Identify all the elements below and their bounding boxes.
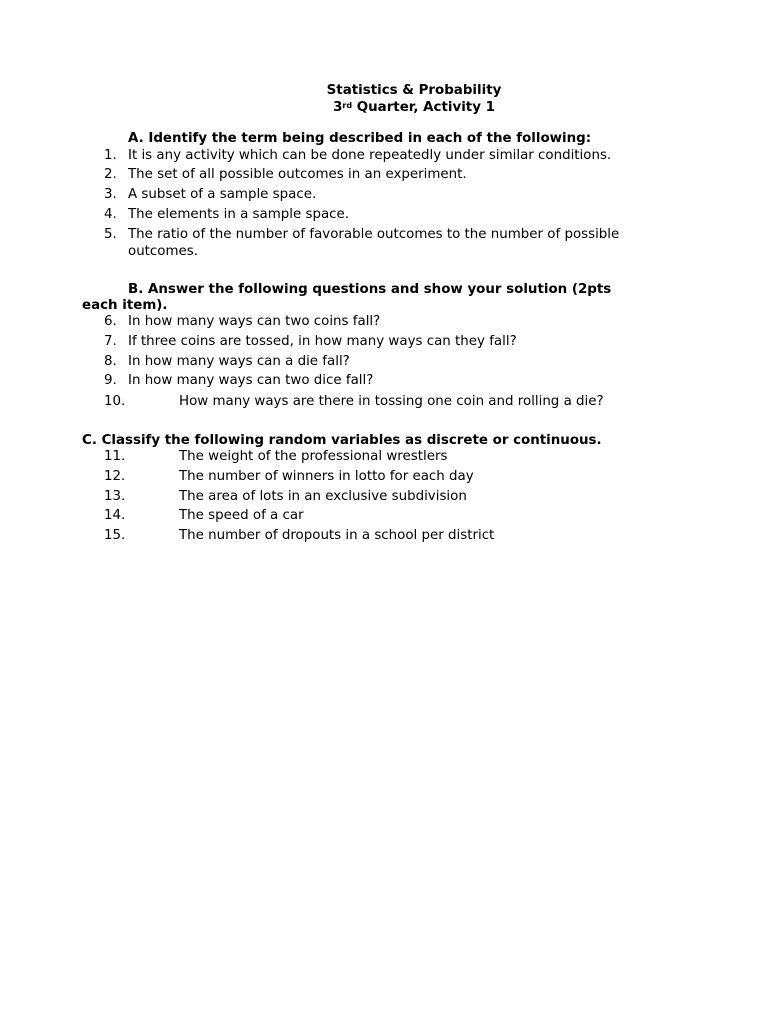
item-number: 6. <box>104 314 117 329</box>
item-text: The set of all possible outcomes in an experiment. <box>128 167 467 182</box>
item-text: In how many ways can a die fall? <box>128 354 350 369</box>
item-text: In how many ways can two coins fall? <box>128 314 381 329</box>
title-quarter-number: 3 <box>333 99 343 115</box>
item-number: 11. <box>104 449 126 464</box>
title-line-1: Statistics & Probability <box>326 83 502 98</box>
item-text: How many ways are there in tossing one coin and rolling a die? <box>179 394 604 409</box>
item-number: 12. <box>104 469 126 484</box>
item-number: 2. <box>104 167 117 182</box>
item-number: 7. <box>104 334 117 349</box>
item-text: A subset of a sample space. <box>128 187 317 202</box>
item-text: The number of dropouts in a school per district <box>179 528 495 543</box>
list-item <box>104 334 517 351</box>
item-text: It is any activity which can be done repeatedly under similar conditions. <box>128 148 612 163</box>
section-b-heading-line-2: each item). <box>82 298 168 313</box>
item-number: 8. <box>104 354 117 369</box>
list-item <box>104 314 380 331</box>
section-c-heading: C. Classify the following random variables as discrete or continuous. <box>82 433 602 448</box>
item-number: 14. <box>104 508 126 523</box>
document-title <box>0 83 768 116</box>
list-item <box>104 469 474 486</box>
list-item <box>104 227 688 260</box>
item-text: The area of lots in an exclusive subdivision <box>179 489 467 504</box>
item-number: 5. <box>104 227 117 242</box>
list-item <box>104 394 604 411</box>
list-item <box>104 508 304 525</box>
item-text: The weight of the professional wrestlers <box>179 449 448 464</box>
title-quarter-suffix: rd <box>342 100 353 110</box>
item-number: 13. <box>104 489 126 504</box>
item-text: In how many ways can two dice fall? <box>128 373 374 388</box>
list-item <box>104 449 447 466</box>
item-text: If three coins are tossed, in how many ways can they fall? <box>128 334 517 349</box>
item-number: 10. <box>104 394 126 409</box>
item-number: 9. <box>104 373 117 388</box>
list-item <box>104 373 373 390</box>
item-text: The elements in a sample space. <box>128 207 350 222</box>
item-number: 3. <box>104 187 117 202</box>
list-item <box>104 187 316 204</box>
list-item <box>104 354 350 371</box>
item-number: 4. <box>104 207 117 222</box>
section-b-heading-line-1: B. Answer the following questions and show your solution (2pts <box>128 282 612 297</box>
list-item <box>104 528 494 545</box>
item-text: The speed of a car <box>179 508 304 523</box>
item-text: The ratio of the number of favorable outcomes to the number of possible outcomes. <box>128 227 620 259</box>
list-item <box>104 148 611 165</box>
title-quarter-text: Quarter, Activity 1 <box>352 99 495 115</box>
list-item <box>104 167 467 184</box>
item-number: 15. <box>104 528 126 543</box>
title-line-2 <box>0 100 768 117</box>
list-item <box>104 489 467 506</box>
item-number: 1. <box>104 148 117 163</box>
item-text: The number of winners in lotto for each day <box>179 469 474 484</box>
list-item <box>104 207 349 224</box>
section-a-heading: A. Identify the term being described in each of the following: <box>128 131 592 146</box>
